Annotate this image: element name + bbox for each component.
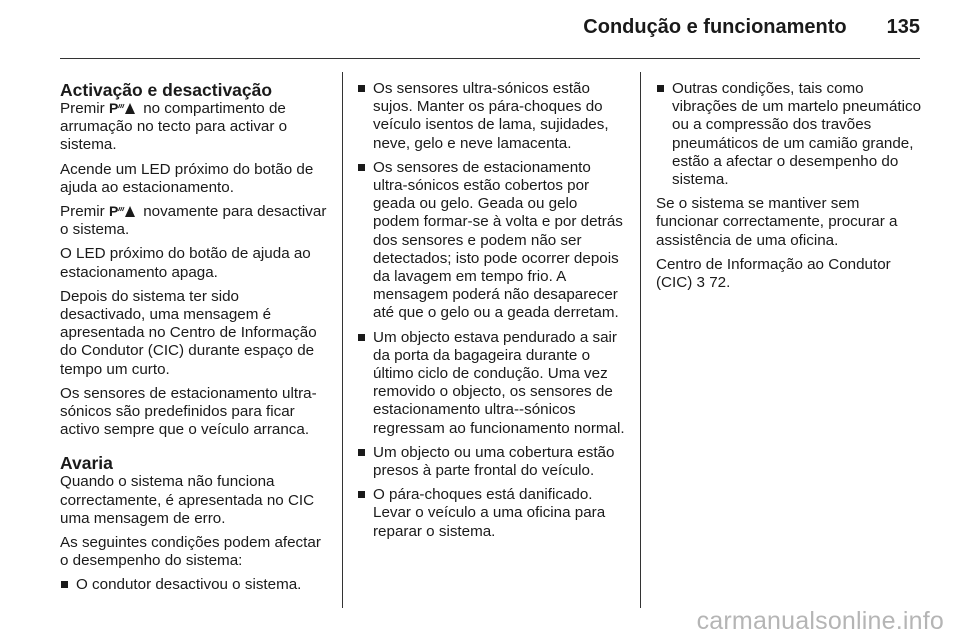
column-right [656, 80, 926, 298]
column-left [60, 80, 328, 601]
list-item: O condutor desactivou o sistema. [60, 576, 328, 594]
column-divider [640, 72, 641, 608]
section-heading: Activação e desactivação [60, 80, 273, 100]
list-item: Os sensores ultra-sónicos estão sujos. Manter os pára-choques do veículo isentos de lama, sujidades, neve, gelo e neve lamacenta. [357, 80, 627, 153]
bullet-list [60, 576, 328, 594]
paragraph: O LED próximo do botão de ajuda ao estacionamento apaga. [60, 245, 311, 281]
list-item: O pára-choques está danificado. Levar o veículo a uma oficina para reparar o sistema. [357, 486, 627, 541]
page-title: Condução e funcionamento [583, 16, 847, 38]
list-item: Um objecto estava pendurado a sair da porta da bagageira durante o último ciclo de condução. Uma vez removido o objecto, os sensores de estacionamento ultra--sónicos regressam ao funcionamento normal. [357, 329, 627, 438]
paragraph: As seguintes condições podem afectar o desempenho do sistema: [60, 534, 321, 570]
list-item: Os sensores de estacionamento ultra-sónicos estão cobertos por geada ou gelo. Geada ou gelo podem formar-se à volta e por detrás dos sensores e podem não ser detectados; isto pode ocorrer depois da lavagem em tempo frio. A mensagem poderá não desaparecer até que o gelo ou a geada derretam. [357, 159, 627, 323]
list-item: Um objecto ou uma cobertura estão presos à parte frontal do veículo. [357, 444, 627, 480]
park-assist-icon [109, 101, 139, 115]
bullet-list [656, 80, 926, 189]
page-number: 135 [886, 16, 920, 38]
bullet-list [357, 80, 627, 541]
section-heading: Avaria [60, 453, 113, 474]
column-divider [342, 72, 343, 608]
svg-text:P: P [108, 101, 119, 115]
paragraph: Os sensores de estacionamento ultra-sónicos são predefinidos para ficar activo sempre que o veículo arranca. [60, 384, 317, 439]
list-item: Outras condições, tais como vibrações de um martelo pneumático ou a compressão dos travões pneumáticos de um camião grande, estão a afectar o desempenho do sistema. [656, 80, 926, 189]
header-rule [60, 58, 920, 59]
paragraph: Premir P novamente para desactivar o sistema. [60, 203, 327, 239]
park-assist-icon [109, 204, 139, 218]
watermark: carmanualsonline.info [696, 607, 944, 635]
page-header [60, 16, 920, 46]
page-reference[interactable]: 72. [709, 274, 731, 292]
paragraph: Acende um LED próximo do botão de ajuda ao estacionamento. [60, 160, 314, 196]
column-middle [357, 80, 627, 547]
paragraph: Premir P no compartimento de arrumação no tecto para activar o sistema. [60, 100, 288, 154]
paragraph: Quando o sistema não funciona correctamente, é apresentada no CIC uma mensagem de erro. [60, 473, 315, 527]
paragraph: Centro de Informação ao Condutor (CIC) 3 72. [656, 255, 891, 292]
paragraph: Se o sistema se mantiver sem funcionar correctamente, procurar a assistência de uma oficina. [656, 195, 898, 249]
page-reference-arrow-icon: 3 [696, 274, 705, 292]
paragraph: Depois do sistema ter sido desactivado, uma mensagem é apresentada no Centro de Informação do Condutor (CIC) durante espaço de tempo um curto. [60, 287, 317, 378]
svg-text:P: P [108, 204, 119, 219]
